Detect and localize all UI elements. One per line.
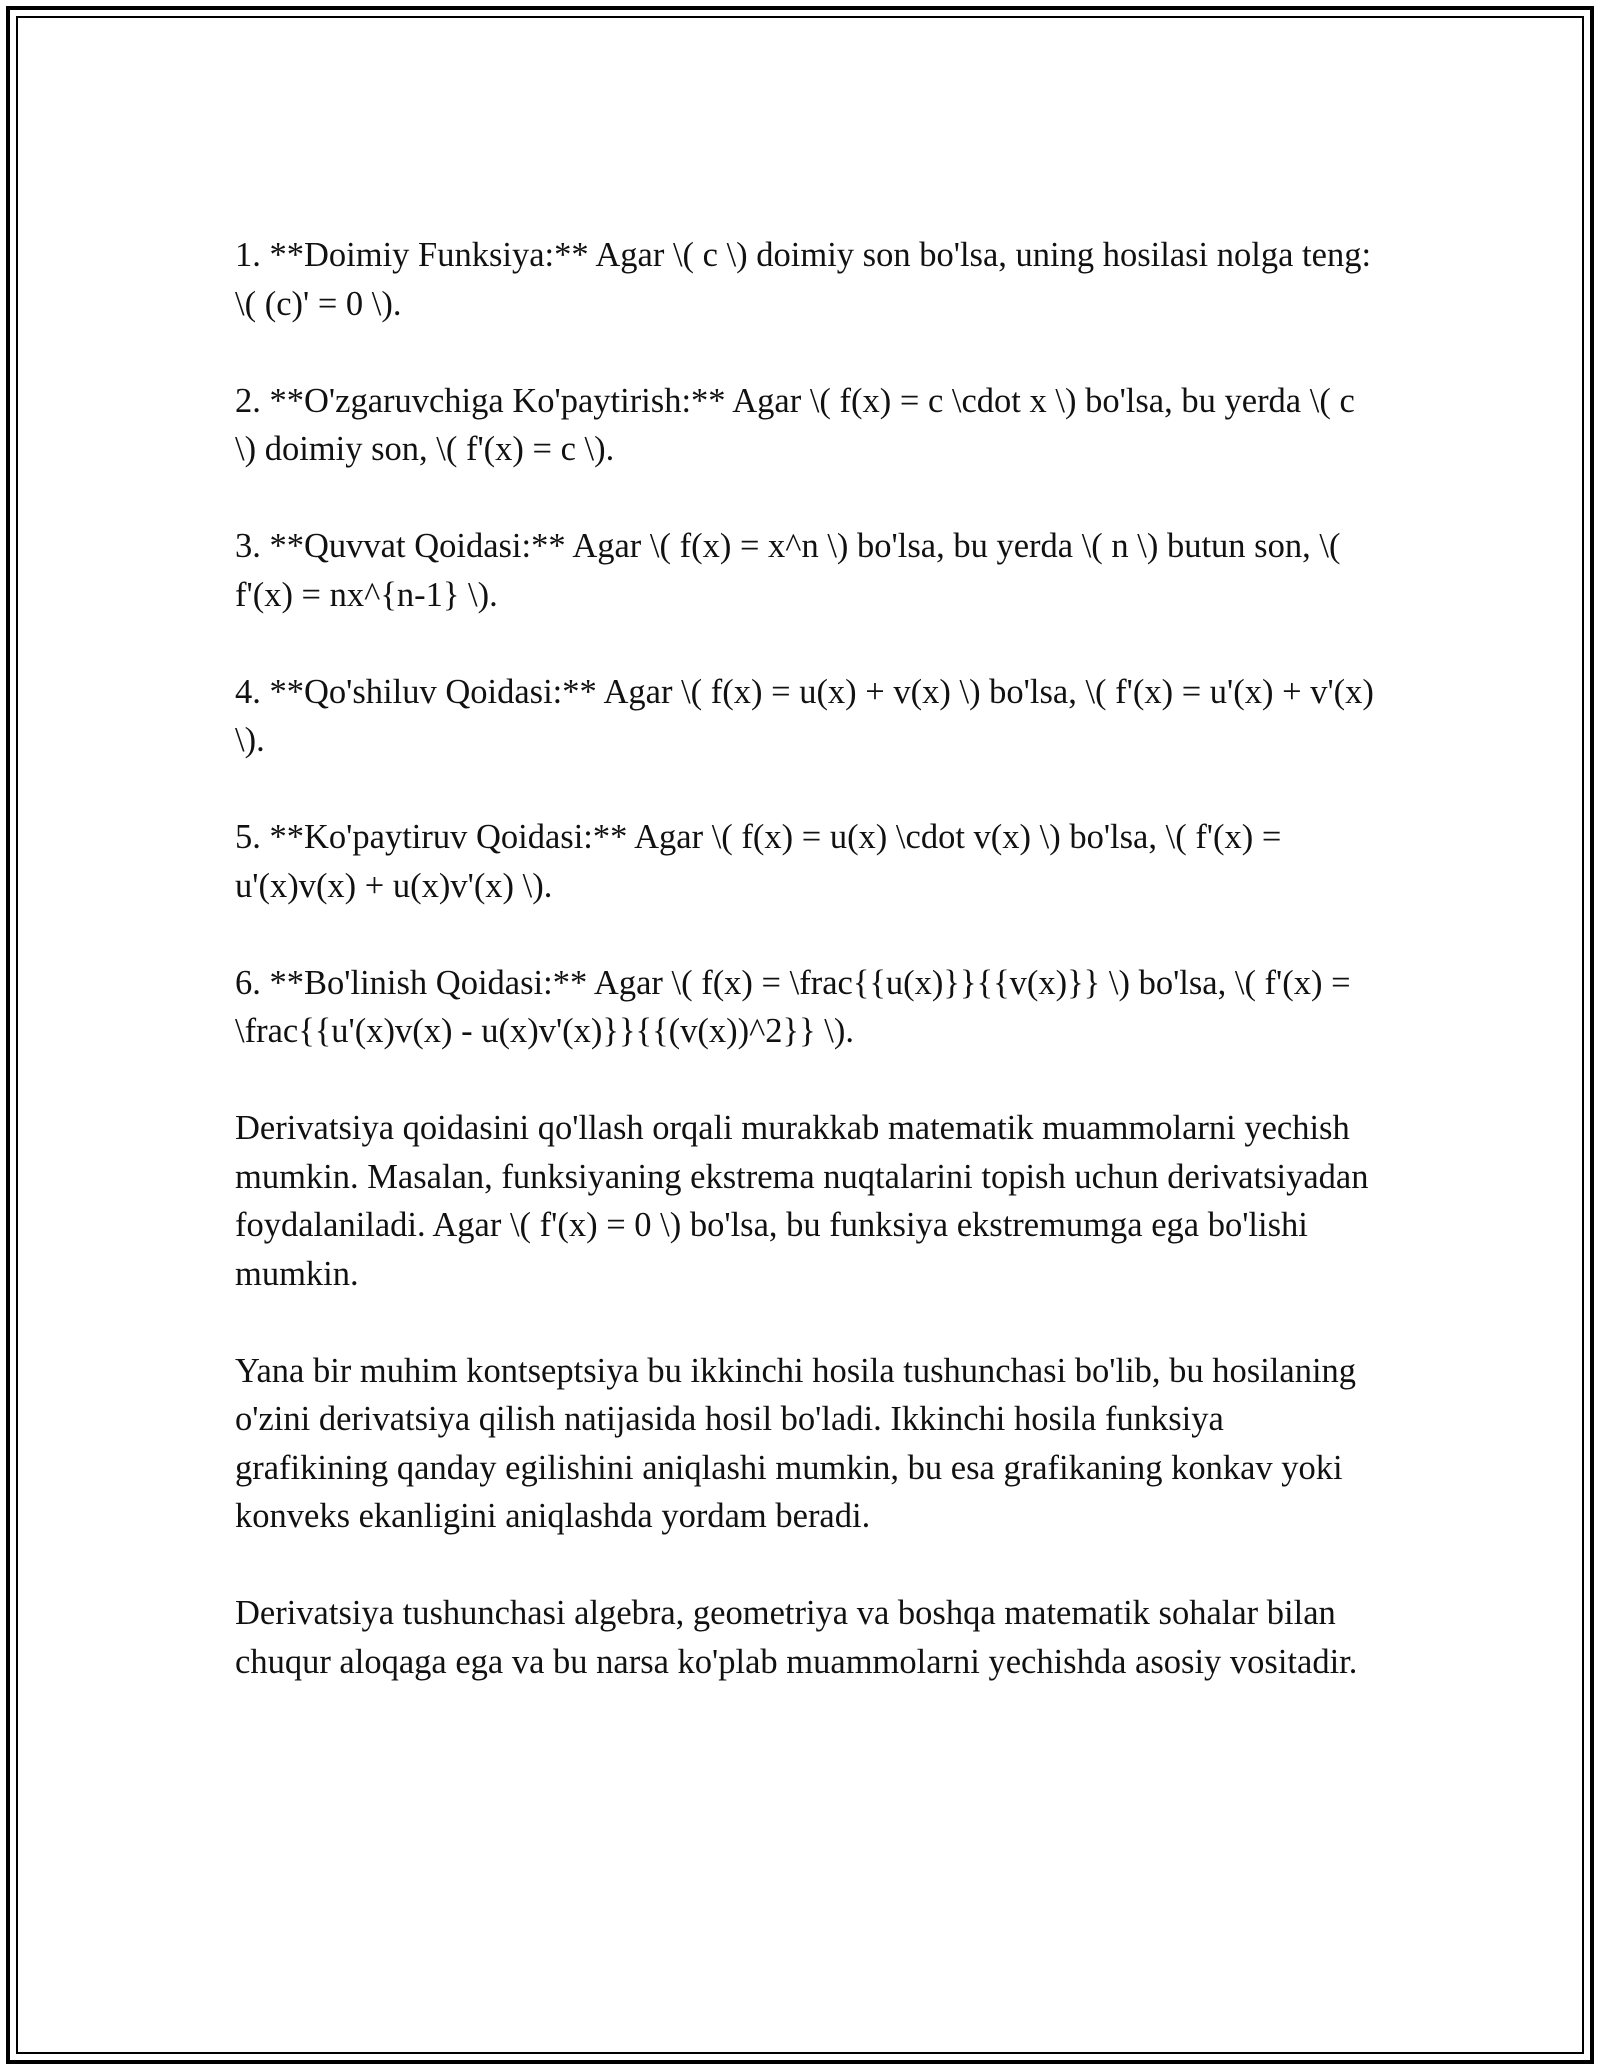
rule-constant-multiple: 2. **O'zgaruvchiga Ko'paytirish:** Agar \( f(x) = c \cdot x \) bo'lsa, bu yerda \( c \) doimiy son, \( f'(x) = c \). [235,381,1355,468]
rule-quotient: 6. **Bo'linish Qoidasi:** Agar \( f(x) = \frac{{u(x)}}{{v(x)}} \) bo'lsa, \( f'(x) = \frac{{u'(x)v(x) - u(x)v'(x)}}{{(v(x))^2}} \). [235,963,1351,1050]
document-body [235,231,1375,1735]
paragraph-conclusion: Derivatsiya tushunchasi algebra, geometriya va boshqa matematik sohalar bilan chuqur aloqaga ega va bu narsa ko'plab muammolarni yechishda asosiy vositadir. [235,1594,1358,1681]
rule-sum: 4. **Qo'shiluv Qoidasi:** Agar \( f(x) = u(x) + v(x) \) bo'lsa, \( f'(x) = u'(x) + v'(x) \). [235,672,1374,759]
paragraph-second-derivative: Yana bir muhim kontseptsiya bu ikkinchi hosila tushunchasi bo'lib, bu hosilaning o'zini derivatsiya qilish natijasida hosil bo'ladi. Ikkinchi hosila funksiya grafikining qanday egilishini aniqlashi mumkin, bu esa grafikaning konkav yoki konveks ekanligini aniqlashda yordam beradi. [235,1351,1357,1535]
paragraph-application: Derivatsiya qoidasini qo'llash orqali murakkab matematik muammolarni yechish mumkin. Masalan, funksiyaning ekstrema nuqtalarini topish uchun derivatsiyadan foydalaniladi. Agar \( f'(x) = 0 \) bo'lsa, bu funksiya ekstremumga ega bo'lishi mumkin. [235,1109,1369,1293]
rule-constant-function: 1. **Doimiy Funksiya:** Agar \( c \) doimiy son bo'lsa, uning hosilasi nolga teng: \( (c)' = 0 \). [235,236,1372,323]
rule-product: 5. **Ko'paytiruv Qoidasi:** Agar \( f(x) = u(x) \cdot v(x) \) bo'lsa, \( f'(x) = u'(x)v(x) + u(x)v'(x) \). [235,818,1282,905]
rule-power: 3. **Quvvat Qoidasi:** Agar \( f(x) = x^n \) bo'lsa, bu yerda \( n \) butun son, \( f'(x) = nx^{n-1} \). [235,527,1341,614]
